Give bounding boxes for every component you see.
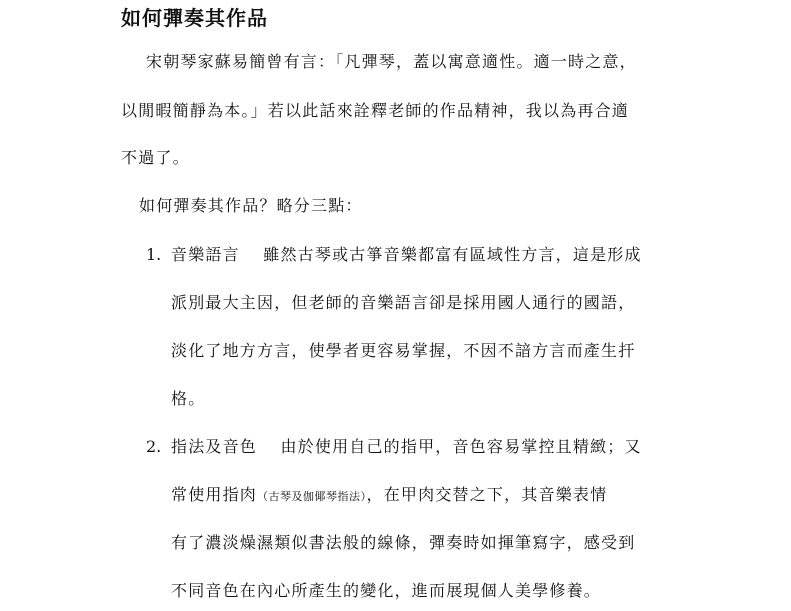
item-1-number: 1. [146,245,162,264]
section-title: 如何彈奏其作品 [121,6,268,30]
question-line: 如何彈奏其作品？略分三點： [139,196,363,215]
intro-line-2: 以閒暇簡靜為本。」若以此話來詮釋老師的作品精神，我以為再合適 [121,101,630,120]
item-1-line-1: 音樂語言 雖然古琴或古箏音樂都富有區域性方言，這是形成 [171,245,642,264]
item-2-line-2 [171,485,607,507]
intro-line-3: 不過了。 [121,148,190,167]
item-2-line-1: 指法及音色 由於使用自己的指甲，音色容易掌控且精緻；又 [171,437,642,456]
item-2-line-3: 有了濃淡燥濕類似書法般的線條，彈奏時如揮筆寫字，感受到 [171,533,636,552]
item-1-line-3: 淡化了地方方言，使學者更容易掌握，不因不諳方言而產生扞 [171,341,636,360]
item-1-line-4: 格。 [171,389,206,408]
item-2-number: 2. [146,437,162,456]
item-2-line-4: 不同音色在內心所產生的變化，進而展現個人美學修養。 [171,581,602,600]
item-2-line-2-pre: 常使用指肉 [171,485,258,504]
item-2-line-2-post: ，在甲肉交替之下，其音樂表情 [366,485,608,504]
intro-line-1: 宋朝琴家蘇易簡曾有言：「凡彈琴，蓋以寓意適性。適一時之意， [146,52,637,71]
item-2-line-2-small-note: （古琴及伽倻琴指法） [257,490,367,503]
item-1-line-2: 派別最大主因，但老師的音樂語言卻是採用國人通行的國語， [171,293,636,312]
